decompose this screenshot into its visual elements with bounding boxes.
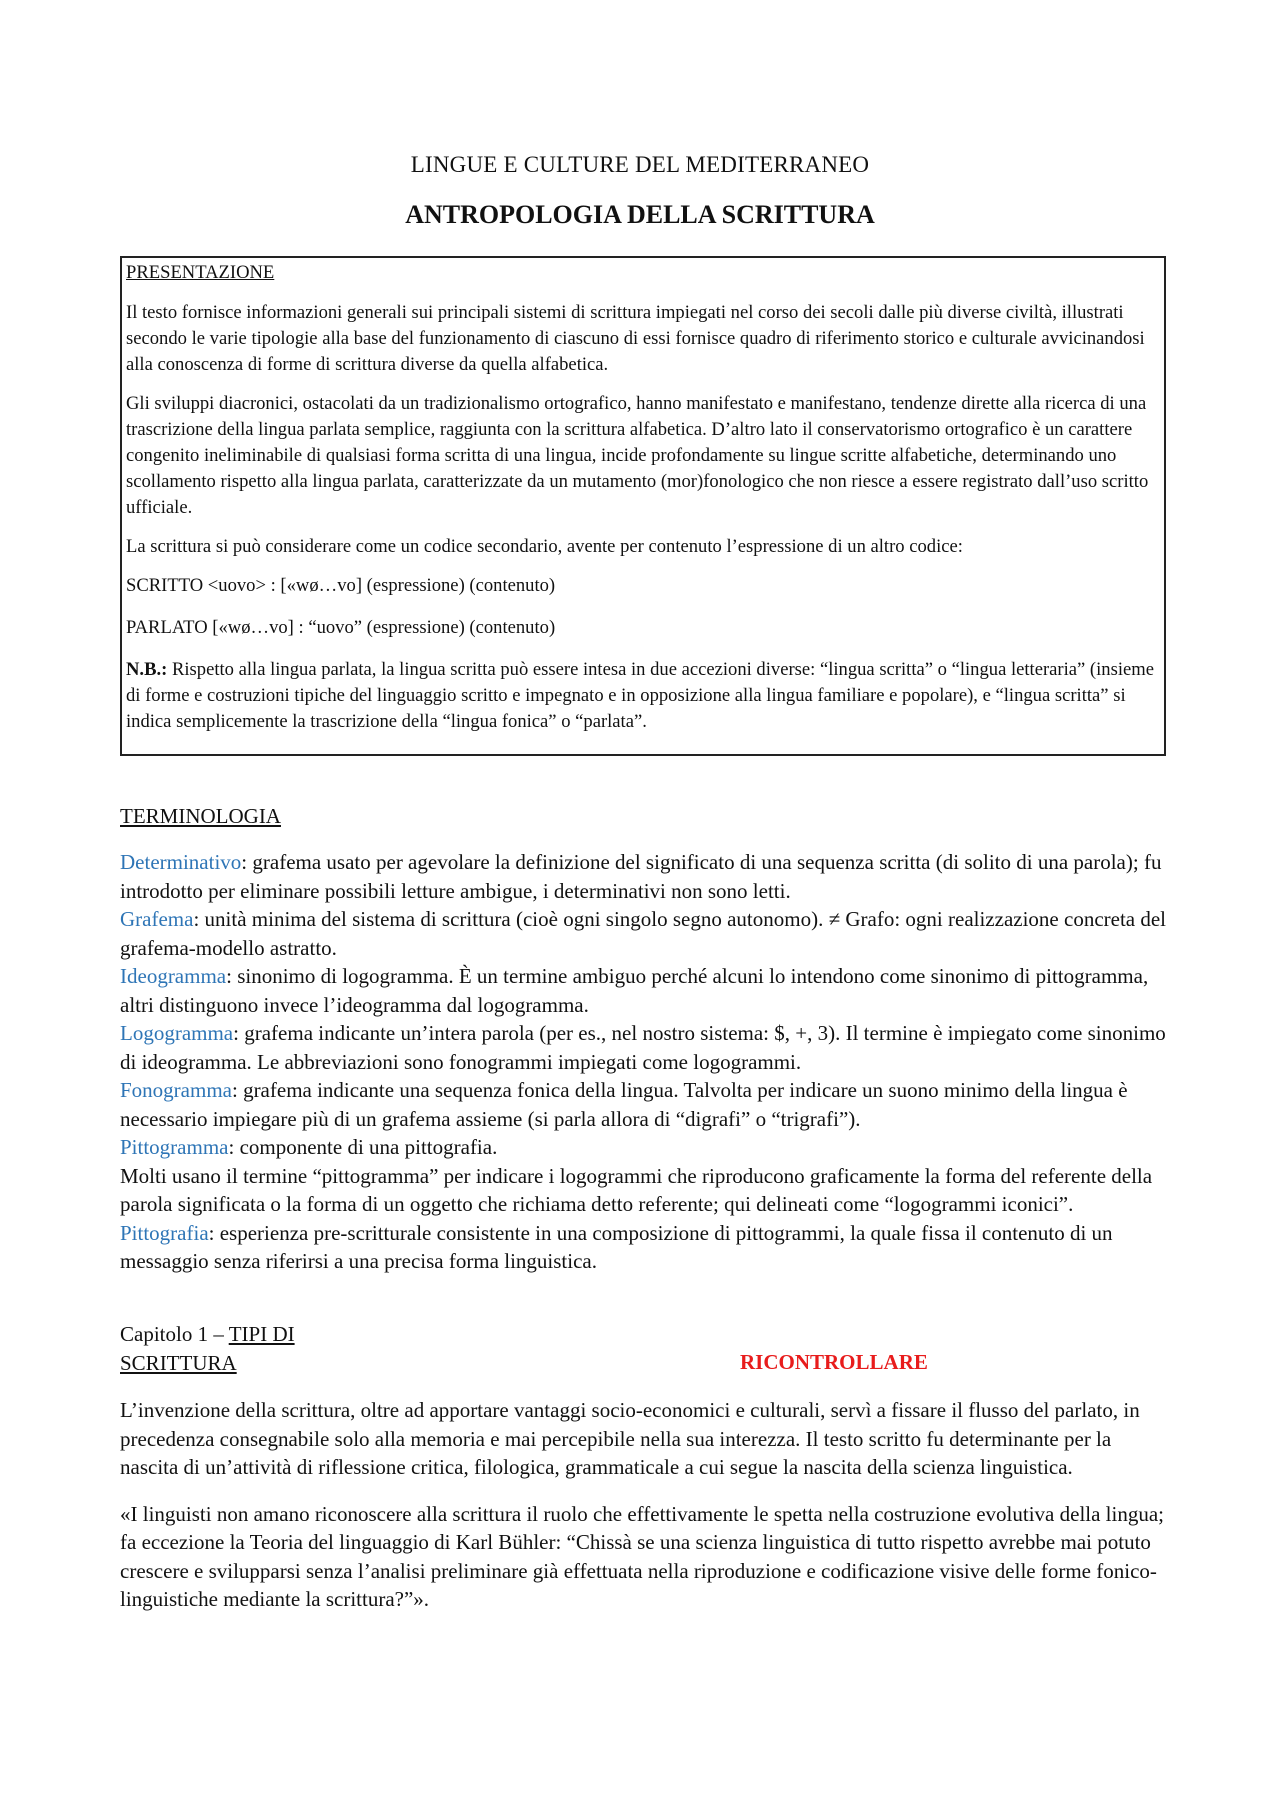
spoken-code-example: PARLATO [«wø…vo] : “uovo” (espressione) (contenuto) bbox=[126, 617, 556, 638]
body-paragraph: L’invenzione della scrittura, oltre ad apportare vantaggi socio-economici e culturali, servì a fissare il flusso del parlato, in precedenza consegnabile solo alla memoria e mai percepibile nella sua interezza. Il testo scritto fu determinante per la nascita di un’attività di riflessione critica, filologica, grammaticale a cui segue la nascita della scienza linguistica. bbox=[120, 1398, 1140, 1479]
glossary-term: Ideogramma bbox=[120, 964, 227, 988]
glossary-term: Logogramma bbox=[120, 1021, 234, 1045]
body-quote: «I linguisti non amano riconoscere alla scrittura il ruolo che effettivamente le spetta nella costruzione evolutiva della lingua; fa eccezione la Teoria del linguaggio di Karl Bühler: “Chissà se una scienza linguistica di tutto rispetto avrebbe mai potuto crescere e svilupparsi senza l’analisi preliminare già effettuata nella riproduzione e codificazione visive delle forme fonico-linguistiche mediante la scrittura?”». bbox=[120, 1501, 1165, 1611]
course-title: LINGUE E CULTURE DEL MEDITERRANEO bbox=[410, 152, 870, 177]
nota-bene-label: N.B.: bbox=[126, 659, 168, 680]
glossary-term: Fonogramma bbox=[120, 1078, 232, 1102]
glossary-definition: : grafema indicante un’intera parola (per es., nel nostro sistema: $, +, 3). Il termine è impiegato come sinonimo di ideogramma. Le abbreviazioni sono fonogrammi impiegati come logogrammi. bbox=[120, 1021, 1166, 1074]
glossary-term: Pittogramma bbox=[120, 1135, 229, 1159]
presentation-paragraph: Il testo fornisce informazioni generali sui principali sistemi di scrittura impiegati nel corso dei secoli dalle più diverse civiltà, illustrati secondo le varie tipologie alla base del funzionamento di ciascuno di essi fornisce quadro di riferimento storico e culturale avvicinandosi alla conoscenza di forme di scrittura diverse da quella alfabetica. bbox=[126, 302, 1145, 375]
glossary-entry bbox=[120, 848, 1170, 905]
glossary-note-text: Molti usano il termine “pittogramma” per indicare i logogrammi che riproducono graficamente la forma del referente della parola significata o la forma di un oggetto che richiama detto referente; qui delineati come “logogrammi iconici”. bbox=[120, 1163, 1153, 1216]
review-flag: RICONTROLLARE bbox=[740, 1350, 928, 1374]
glossary-definition: : sinonimo di logogramma. È un termine ambiguo perché alcuni lo intendono come sinonimo di pittogramma, altri distinguono invece l’ideogramma dal logogramma. bbox=[120, 964, 1149, 1017]
chapter-title-part-2: SCRITTURA bbox=[120, 1350, 237, 1375]
chapter-title-part-1: TIPI DI bbox=[228, 1322, 295, 1346]
nota-bene bbox=[126, 657, 1158, 735]
presentation-heading: PRESENTAZIONE bbox=[126, 262, 275, 283]
chapter-heading-line-2 bbox=[120, 1349, 1170, 1378]
presentation-paragraph: Gli sviluppi diacronici, ostacolati da un tradizionalismo ortografico, hanno manifestato e manifestano, tendenze dirette alla ricerca di una trascrizione della lingua parlata semplice, raggiunta con la scrittura alfabetica. D’altro lato il conservatorismo ortografico è un carattere congenito ineliminabile di qualsiasi forma scritta di una lingua, incide profondamente su lingue scritte alfabetiche, determinando uno scollamento rispetto alla lingua parlata, caratterizzate da un mutamento (mor)fonologico che non riesce a essere registrato dall’uso scritto ufficiale. bbox=[126, 393, 1149, 518]
glossary-entry bbox=[120, 962, 1170, 1019]
glossary-entry bbox=[120, 905, 1170, 962]
terminology-list bbox=[120, 848, 1170, 1276]
glossary-entry bbox=[120, 1076, 1170, 1133]
glossary-definition: : esperienza pre-scritturale consistente in una composizione di pittogrammi, la quale fissa il contenuto di un messaggio senza riferirsi a una precisa forma linguistica. bbox=[120, 1220, 1113, 1273]
glossary-definition: : unità minima del sistema di scrittura (cioè ogni singolo segno autonomo). ≠ Grafo: ogni realizzazione concreta del grafema-modello astratto. bbox=[120, 907, 1167, 960]
glossary-definition: : componente di una pittografia. bbox=[228, 1135, 498, 1159]
presentation-paragraph: La scrittura si può considerare come un codice secondario, avente per contenuto l’espressione di un altro codice: bbox=[126, 536, 963, 557]
terminology-heading: TERMINOLOGIA bbox=[120, 804, 281, 828]
glossary-entry bbox=[120, 1133, 1170, 1162]
glossary-entry bbox=[120, 1219, 1170, 1276]
glossary-note bbox=[120, 1162, 1170, 1219]
glossary-term: Grafema bbox=[120, 907, 194, 931]
glossary-term: Determinativo bbox=[120, 850, 242, 874]
glossary-entry bbox=[120, 1019, 1170, 1076]
chapter-heading-line-1 bbox=[120, 1320, 1170, 1349]
glossary-definition: : grafema usato per agevolare la definizione del significato di una sequenza scritta (di solito di una parola); fu introdotto per eliminare possibili letture ambigue, i determinativi non sono letti. bbox=[120, 850, 1162, 903]
chapter-number: Capitolo 1 – bbox=[120, 1322, 229, 1346]
document-title: ANTROPOLOGIA DELLA SCRITTURA bbox=[405, 200, 875, 229]
written-code-example: SCRITTO <uovo> : [«wø…vo] (espressione) (contenuto) bbox=[126, 575, 556, 596]
chapter-body bbox=[120, 1396, 1170, 1632]
chapter-heading bbox=[120, 1320, 1170, 1380]
glossary-definition: : grafema indicante una sequenza fonica della lingua. Talvolta per indicare un suono minimo della lingua è necessario impiegare più di un grafema assieme (si parla allora di “digrafi” o “trigrafi”). bbox=[120, 1078, 1128, 1131]
presentation-box bbox=[120, 256, 1166, 756]
nota-bene-text: Rispetto alla lingua parlata, la lingua scritta può essere intesa in due accezioni diverse: “lingua scritta” o “lingua letteraria” (insieme di forme e costruzioni tipiche del linguaggio scritto e impegnato e in opposizione alla lingua familiare e popolare), e “lingua scritta” si indica semplicemente la trascrizione della “lingua fonica” o “parlata”. bbox=[126, 659, 1154, 732]
glossary-term: Pittografia bbox=[120, 1220, 209, 1245]
